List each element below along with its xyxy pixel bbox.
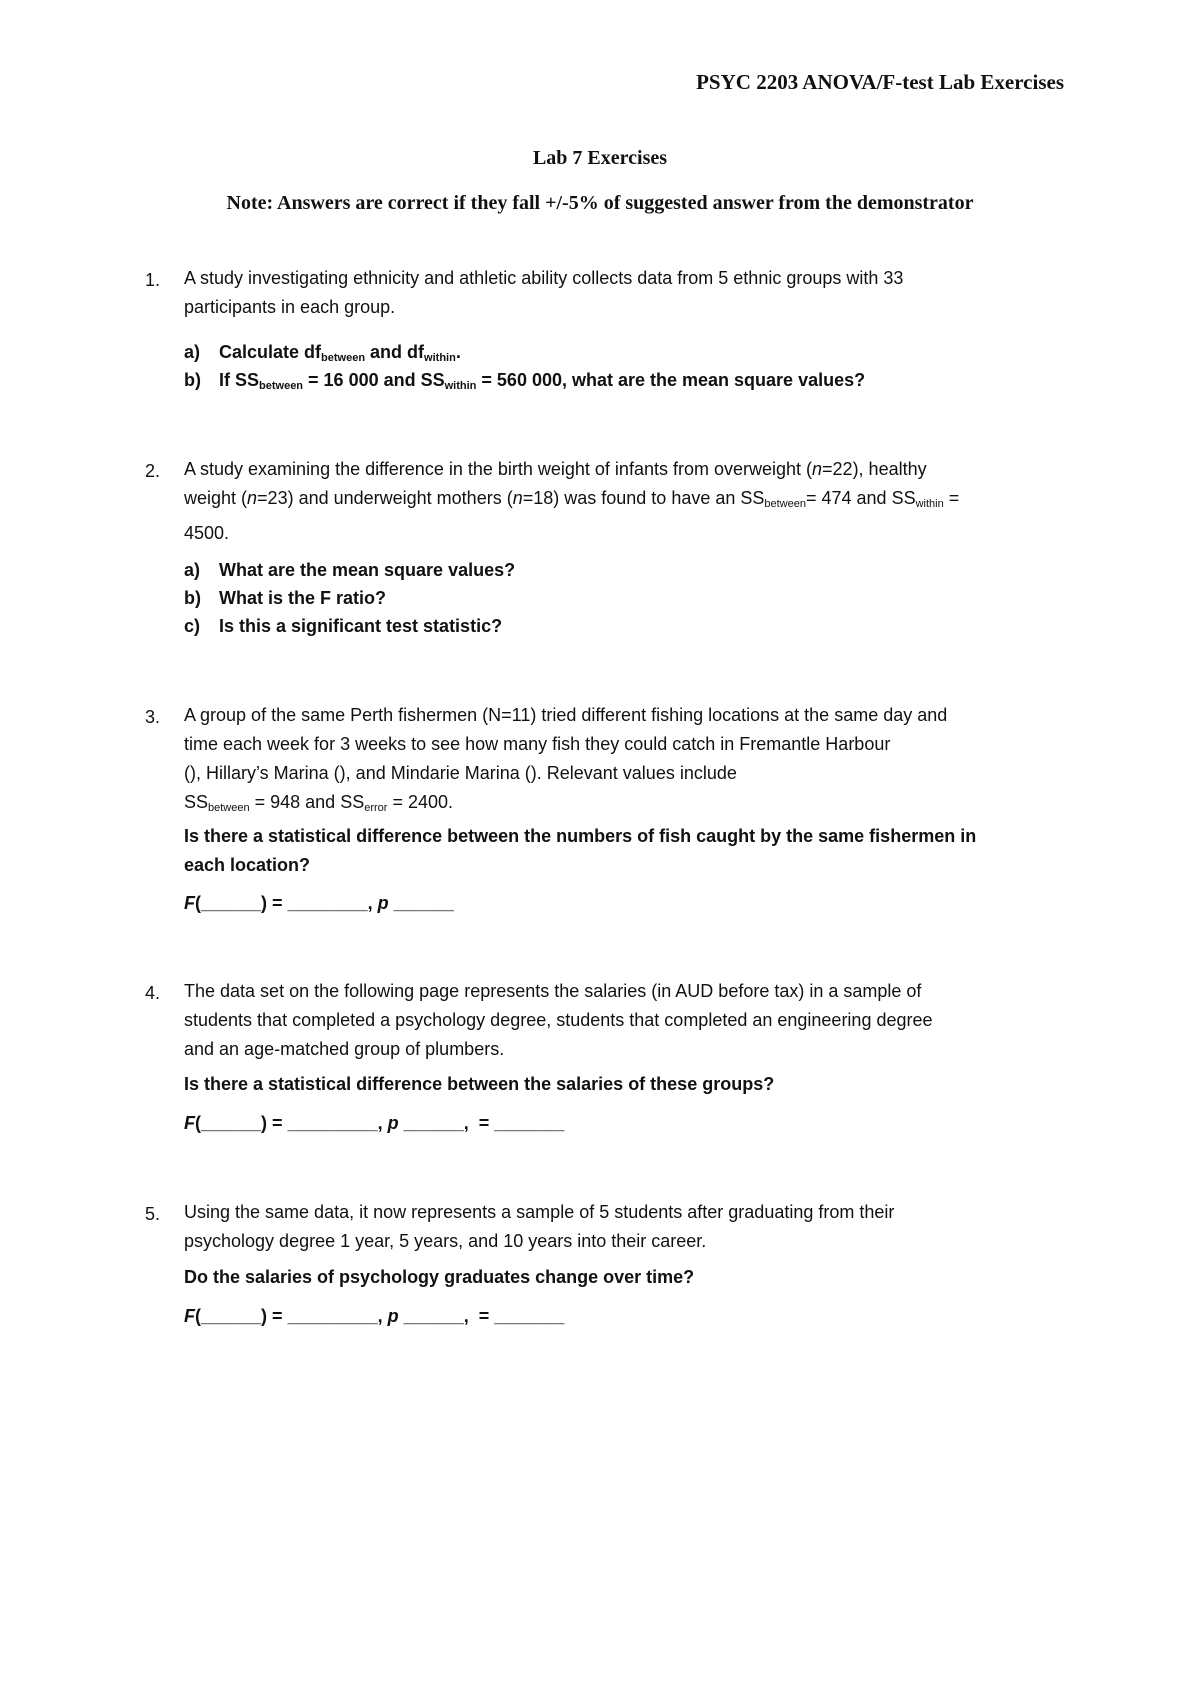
question-4-line-2: students that completed a psychology degree, students that completed an engineering degree (184, 1010, 933, 1030)
f-symbol: F (184, 1306, 195, 1326)
italic-n: n (812, 459, 823, 479)
note: Note: Answers are correct if they fall +/-5% of suggested answer from the demonstrator (226, 192, 974, 214)
question-2-line-2 (184, 484, 1064, 519)
answer-blank: (______) = ________, (195, 893, 378, 913)
question-4-text (184, 977, 1064, 1064)
question-3-answer-template (184, 893, 454, 914)
text-run: = 948 and SS (249, 792, 365, 812)
subscript-between: between (321, 352, 366, 364)
question-2-line-3: 4500. (184, 523, 230, 543)
italic-n: n (247, 488, 258, 508)
question-3-number: 3. (145, 707, 161, 727)
question-4-answer-template (184, 1113, 564, 1134)
text-run: =23) and underweight mothers ( (257, 488, 513, 508)
subscript-within: within (424, 352, 456, 364)
question-4-number: 4. (145, 983, 161, 1003)
f-symbol: F (184, 1113, 195, 1133)
question-1-text (184, 264, 1064, 322)
question-1a-text-3: . (455, 342, 461, 362)
question-2b-label: b) (184, 588, 201, 608)
subscript-between: between (208, 802, 250, 814)
question-1a (184, 342, 461, 364)
question-2a-text: What are the mean square values? (219, 560, 516, 580)
question-1-number: 1. (145, 270, 161, 290)
subscript-error: error (364, 802, 388, 814)
question-5-answer-template (184, 1306, 564, 1327)
text-run: A study examining the difference in the birth weight of infants from overweight ( (184, 459, 813, 479)
question-3-prompt-line-2: each location? (184, 855, 311, 875)
question-3-prompt-line-1: Is there a statistical difference between the numbers of fish caught by the same fishermen in (184, 826, 977, 846)
text-run: =18) was found to have an SS (522, 488, 765, 508)
question-1b-text-2: = 16 000 and SS (303, 370, 445, 390)
f-symbol: F (184, 893, 195, 913)
question-2c (184, 616, 502, 637)
subscript-within: within (915, 498, 944, 510)
question-3-line-2: time each week for 3 weeks to see how many fish they could catch in Fremantle Harbour (184, 734, 891, 754)
page-title: Lab 7 Exercises (532, 147, 668, 169)
question-1a-text-1: Calculate df (219, 342, 322, 362)
question-1b (184, 370, 865, 392)
question-5-text (184, 1198, 1064, 1256)
text-run: = 2400. (387, 792, 453, 812)
question-1b-text-3: = 560 000, what are the mean square values? (476, 370, 866, 390)
answer-blank: (______) = _________, (195, 1306, 388, 1326)
question-3-line-3: (), Hillary’s Marina (), and Mindarie Marina (). Relevant values include (184, 763, 737, 783)
text-run: = 474 and SS (805, 488, 916, 508)
question-2-line-1 (184, 455, 1064, 484)
question-1b-label: b) (184, 370, 201, 390)
question-1a-label: a) (184, 342, 201, 362)
question-2a-label: a) (184, 560, 201, 580)
answer-blank: ______, = _______ (398, 1306, 565, 1326)
question-4-line-1: The data set on the following page represents the salaries (in AUD before tax) in a sample of (184, 981, 922, 1001)
text-run: weight ( (184, 488, 248, 508)
question-5-line-1: Using the same data, it now represents a sample of 5 students after graduating from their (184, 1202, 895, 1222)
question-5-prompt: Do the salaries of psychology graduates change over time? (184, 1267, 695, 1287)
question-3-prompt (184, 822, 1064, 880)
question-3-line-1: A group of the same Perth fishermen (N=11) tried different fishing locations at the same day and (184, 705, 948, 725)
text-run: = (943, 488, 960, 508)
question-2c-text: Is this a significant test statistic? (219, 616, 503, 636)
p-symbol: p (387, 1306, 399, 1326)
question-2c-label: c) (184, 616, 201, 636)
question-3-text (184, 701, 1064, 823)
question-1b-text-1: If SS (219, 370, 260, 390)
question-2-text (184, 455, 1064, 548)
question-2-number: 2. (145, 461, 161, 481)
subscript-between: between (764, 498, 806, 510)
answer-blank: (______) = _________, (195, 1113, 388, 1133)
text-run: SS (184, 792, 209, 812)
italic-n: n (512, 488, 523, 508)
question-2a (184, 560, 515, 581)
question-3-line-4 (184, 788, 1064, 823)
subscript-between: between (259, 380, 304, 392)
question-1-line-2: participants in each group. (184, 297, 396, 317)
text-run: =22), healthy (822, 459, 927, 479)
question-2b (184, 588, 386, 609)
p-symbol: p (387, 1113, 399, 1133)
subscript-within: within (444, 380, 477, 392)
question-5-line-2: psychology degree 1 year, 5 years, and 10 years into their career. (184, 1231, 707, 1251)
question-1-line-1: A study investigating ethnicity and athletic ability collects data from 5 ethnic groups with 33 (184, 268, 904, 288)
page-header: PSYC 2203 ANOVA/F-test Lab Exercises (696, 70, 1064, 94)
question-2b-text: What is the F ratio? (219, 588, 387, 608)
p-symbol: p (377, 893, 389, 913)
question-1a-text-2: and df (365, 342, 425, 362)
answer-blank: ______ (388, 893, 454, 913)
question-5-number: 5. (145, 1204, 161, 1224)
answer-blank: ______, = _______ (398, 1113, 565, 1133)
question-4-line-3: and an age-matched group of plumbers. (184, 1039, 505, 1059)
question-4-prompt: Is there a statistical difference between the salaries of these groups? (184, 1074, 775, 1094)
